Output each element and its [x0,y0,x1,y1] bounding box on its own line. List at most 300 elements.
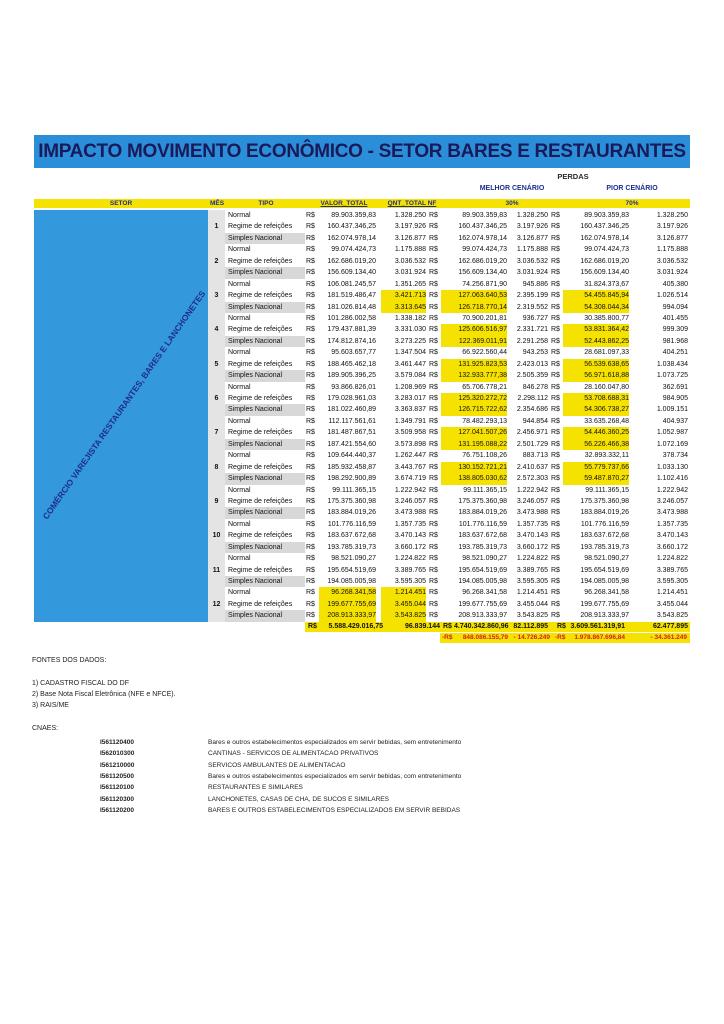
row-currency: R$ [429,246,438,254]
row-currency: R$ [551,555,560,563]
table-row [225,290,690,301]
table-row [225,324,690,335]
row-qnt: 3.579.084 [394,372,426,380]
row-tipo: Simples Nacional [228,440,283,448]
row-tipo: Normal [228,383,251,391]
row-valor: 175.375.360,98 [327,497,376,505]
row-tipo: Regime de refeições [228,223,293,231]
row-currency: R$ [306,475,315,483]
row-valor: 181.022.460,89 [327,406,376,414]
table-row [225,610,690,621]
month-number: 2 [214,257,219,265]
row-currency: R$ [306,372,315,380]
row-currency: R$ [551,234,560,242]
cnae-description: BARES E OUTROS ESTABELECIMENTOS ESPECIALIZADOS EM SERVIR BEBIDAS [208,806,461,814]
row-currency: R$ [429,349,438,357]
setor-name: COMÉRCIO VAREJISTA RESTAURANTES, BARES E LANCHONETES [40,288,208,522]
row-currency: R$ [306,566,315,574]
row-pior-qnt: 1.328.250 [656,212,688,219]
row-pior-qnt: 1.009.151 [656,406,688,414]
row-currency: R$ [551,372,560,380]
row-currency: R$ [306,269,315,277]
row-qnt: 3.455.044 [381,599,426,610]
row-tipo: Normal [228,246,251,254]
row-pior-valor: 194.085.005,98 [580,578,629,585]
melhor-pct: 30% [505,200,519,207]
row-pior-valor: 59.487.870,27 [563,473,629,484]
row-pior-valor: 55.779.737,66 [563,462,629,473]
row-currency: R$ [551,497,560,505]
row-tipo: Regime de refeições [228,360,293,368]
row-melhor-valor: 130.152.721,21 [441,462,507,473]
row-qnt: 3.031.924 [394,269,426,277]
table-row [225,279,690,290]
row-valor: 93.866.826,01 [331,383,376,391]
row-melhor-qnt: 3.473.988 [516,509,548,517]
row-qnt: 3.421.713 [381,290,426,301]
row-currency: R$ [306,520,315,528]
table-row [225,439,690,450]
cnae-description: Bares e outros estabelecimentos especializados em servir bebidas, sem entretenimento [208,739,462,746]
row-currency: R$ [551,406,560,414]
row-currency: R$ [551,326,560,334]
title-banner [34,135,690,168]
row-tipo: Regime de refeições [228,395,293,402]
cnae-code: I561210000 [100,761,135,769]
table-row [225,507,690,518]
row-currency: R$ [551,475,560,483]
row-pior-qnt: 3.246.057 [656,497,688,505]
row-currency: R$ [551,486,560,494]
row-pior-qnt: 1.026.514 [656,292,688,300]
row-valor: 109.644.440,37 [327,452,376,460]
row-currency: R$ [429,372,438,380]
row-melhor-qnt: 1.222.942 [516,486,548,494]
row-currency: R$ [551,303,560,311]
row-currency: R$ [429,440,438,448]
row-valor: 95.603.657,77 [331,349,376,357]
row-pior-valor: 54.455.845,94 [563,290,629,301]
row-tipo: Regime de refeições [228,257,293,265]
row-tipo: Regime de refeições [228,463,293,471]
row-melhor-valor: 193.785.319,73 [458,543,507,551]
row-qnt: 1.262.447 [394,452,426,460]
row-melhor-qnt: 1.214.451 [516,589,548,597]
row-currency: R$ [306,463,315,471]
row-pior-valor: 54.306.738,27 [563,404,629,415]
fonte-item: 1) CADASTRO FISCAL DO DF [32,680,129,687]
row-valor: 193.785.319,73 [327,543,376,551]
month-number: 4 [214,326,219,334]
row-melhor-valor: 199.677.755,69 [458,600,507,608]
month-number: 11 [212,566,221,574]
row-pior-qnt: 3.473.988 [656,509,688,517]
row-valor: 188.465.462,18 [327,360,376,368]
row-currency: R$ [551,360,560,368]
row-pior-qnt: 378.734 [662,452,688,460]
row-pior-qnt: 984.905 [662,395,688,402]
row-qnt: 3.543.825 [381,610,426,621]
row-qnt: 3.036.532 [394,257,426,265]
row-qnt: 1.208.969 [394,383,426,391]
row-currency: R$ [306,417,315,425]
row-currency: R$ [306,486,315,494]
row-currency: R$ [306,543,315,551]
row-melhor-valor: 76.751.108,26 [462,452,507,460]
row-melhor-valor: 183.884.019,26 [458,509,507,517]
row-tipo: Simples Nacional [228,406,283,414]
row-currency: R$ [551,463,560,471]
row-qnt: 3.363.837 [394,406,426,414]
row-valor: 185.932.458,87 [327,463,376,471]
row-currency: R$ [306,303,315,311]
row-tipo: Regime de refeições [228,532,293,540]
cnaes-title: CNAES: [32,725,59,732]
row-valor: 199.677.755,69 [319,599,376,610]
totals-currency-melhor: R$ [443,623,452,630]
row-pior-valor: 53.708.688,31 [563,393,629,404]
row-currency: R$ [551,395,560,402]
row-pior-valor: 101.776.116,59 [580,520,629,528]
row-tipo: Simples Nacional [228,372,283,380]
row-pior-qnt: 1.224.822 [656,555,688,563]
row-currency: R$ [551,532,560,540]
row-pior-qnt: 3.543.825 [656,612,688,620]
row-qnt: 3.246.057 [394,497,426,505]
row-currency: R$ [429,532,438,540]
row-melhor-qnt: 2.291.258 [516,337,548,345]
row-tipo: Normal [228,280,251,288]
cnae-code: I561120500 [100,772,134,780]
row-currency: R$ [429,406,438,414]
row-melhor-valor: 195.654.519,69 [458,566,507,574]
row-valor: 96.268.341,58 [319,587,376,598]
table-row [225,233,690,244]
cnae-code: I561120200 [100,806,134,814]
row-melhor-valor: 122.369.011,91 [441,336,507,347]
cnae-description: SERVICOS AMBULANTES DE ALIMENTACAO [208,761,346,769]
perdas-label: PERDAS [557,172,589,181]
row-currency: R$ [551,417,560,425]
row-pior-qnt: 999.309 [662,326,688,334]
row-currency: R$ [306,292,315,300]
diff-melhor-valor: 848.086.155,79 [462,634,508,641]
row-currency: R$ [429,257,438,265]
table-row [225,370,690,381]
row-tipo: Normal [228,589,251,597]
row-pior-qnt: 3.197.926 [656,223,688,231]
row-melhor-valor: 125.606.516,97 [441,324,507,335]
row-currency: R$ [306,395,315,402]
row-melhor-valor: 183.637.672,68 [458,532,507,540]
row-currency: R$ [306,234,315,242]
row-valor: 162.686.019,20 [327,257,376,265]
row-currency: R$ [551,440,560,448]
row-valor: 194.085.005,98 [327,578,376,585]
row-melhor-valor: 99.111.365,15 [463,486,507,494]
row-tipo: Normal [228,314,251,322]
row-melhor-qnt: 2.319.552 [516,303,548,311]
row-valor: 99.111.365,15 [332,486,376,494]
table-row [225,336,690,347]
row-pior-valor: 160.437.346,25 [580,223,629,231]
row-melhor-valor: 127.063.640,53 [441,290,507,301]
row-currency: R$ [306,349,315,357]
row-currency: R$ [551,543,560,551]
row-tipo: Regime de refeições [228,429,293,437]
row-pior-valor: 56.226.466,38 [563,439,629,450]
row-pior-valor: 162.074.978,14 [580,234,629,242]
row-valor: 189.905.396,25 [327,372,376,380]
row-currency: R$ [429,543,438,551]
row-valor: 179.028.961,03 [327,395,376,402]
row-pior-qnt: 405.380 [662,280,688,288]
row-melhor-qnt: 1.224.822 [516,555,548,563]
row-pior-valor: 183.637.672,68 [580,532,629,540]
row-currency: R$ [429,383,438,391]
row-currency: R$ [429,463,438,471]
row-pior-qnt: 1.072.169 [656,440,688,448]
row-qnt: 3.470.143 [394,532,426,540]
row-currency: R$ [306,497,315,505]
row-currency: R$ [429,578,438,585]
row-melhor-valor: 160.437.346,25 [458,223,507,231]
row-valor: 183.637.672,68 [327,532,376,540]
row-currency: R$ [306,280,315,288]
row-currency: R$ [306,383,315,391]
row-melhor-qnt: 943.253 [522,349,548,357]
row-qnt: 1.338.182 [394,314,426,322]
row-melhor-qnt: 3.246.057 [516,497,548,505]
cnae-description: CANTINAS - SERVICOS DE ALIMENTACAO PRIVATIVOS [208,750,379,758]
totals-currency-pior: R$ [557,623,566,630]
melhor-cenario-label: MELHOR CENÁRIO [479,185,545,192]
row-pior-qnt: 3.595.305 [656,578,688,585]
totals-pior-qnt: 62.477.895 [652,623,688,630]
row-pior-valor: 54.308.044,34 [563,302,629,313]
row-pior-valor: 31.824.373,67 [584,280,629,288]
row-currency: R$ [551,429,560,437]
row-tipo: Normal [228,417,251,425]
row-tipo: Regime de refeições [228,326,293,334]
row-currency: R$ [551,566,560,574]
row-currency: R$ [429,269,438,277]
row-currency: R$ [306,440,315,448]
row-melhor-qnt: 945.886 [522,280,548,288]
row-valor: 106.081.245,57 [327,280,376,288]
row-melhor-valor: 65.706.778,21 [462,383,507,391]
totals-melhor-valor: 4.740.342.860,96 [454,623,509,630]
row-pior-qnt: 3.389.765 [656,566,688,574]
row-valor: 198.292.900,89 [327,475,376,483]
row-tipo: Regime de refeições [228,497,293,505]
row-pior-qnt: 1.214.451 [656,589,688,597]
totals-valor: 5.588.429.016,75 [328,623,383,630]
table-row [225,267,690,278]
row-qnt: 3.660.172 [394,543,426,551]
row-currency: R$ [306,532,315,540]
row-pior-qnt: 362.691 [662,383,688,391]
row-pior-valor: 54.446.360,25 [563,427,629,438]
table-row [225,210,690,221]
table-row [225,359,690,370]
row-currency: R$ [551,280,560,288]
row-currency: R$ [306,223,315,231]
pior-cenario-label: PIOR CENÁRIO [606,185,658,192]
cnae-code: I561120400 [100,739,134,746]
row-currency: R$ [429,223,438,231]
row-valor: 98.521.090,27 [331,555,376,563]
row-currency: R$ [551,452,560,460]
row-qnt: 3.283.017 [394,395,426,402]
month-number: 1 [214,223,219,231]
row-melhor-qnt: 2.572.303 [516,475,548,483]
header-tipo: TIPO [258,200,274,207]
row-currency: R$ [429,509,438,517]
row-tipo: Simples Nacional [228,543,283,551]
row-valor: 183.884.019,26 [327,509,376,517]
header-valor: VALOR_TOTAL [320,200,368,207]
totals-row [305,622,690,632]
row-currency: R$ [306,578,315,585]
cnae-code: I562010300 [100,750,135,758]
row-valor: 179.437.881,39 [327,326,376,334]
row-qnt: 1.175.888 [394,246,426,254]
row-currency: R$ [429,337,438,345]
row-melhor-valor: 162.074.978,14 [458,234,507,242]
row-melhor-qnt: 2.501.729 [516,440,548,448]
row-currency: R$ [306,337,315,345]
row-pior-qnt: 3.031.924 [656,269,688,277]
row-pior-valor: 96.268.341,58 [584,589,629,597]
table-row [225,565,690,576]
totals-melhor-qnt: 82.112.895 [513,623,548,630]
row-qnt: 3.595.305 [394,578,426,585]
table-row [225,496,690,507]
row-melhor-valor: 126.715.722,62 [441,404,507,415]
row-tipo: Simples Nacional [228,578,283,585]
row-tipo: Normal [228,486,251,494]
row-pior-valor: 33.635.268,48 [584,417,629,425]
row-pior-qnt: 401.455 [662,314,688,322]
month-number: 12 [212,600,221,608]
table-row [225,519,690,530]
row-tipo: Simples Nacional [228,269,283,277]
row-currency: R$ [306,589,315,597]
row-melhor-valor: 74.256.871,90 [462,280,507,288]
row-pior-valor: 162.686.019,20 [580,257,629,265]
row-melhor-valor: 208.913.333,97 [458,612,507,620]
row-currency: R$ [429,486,438,494]
row-pior-valor: 28.681.097,33 [584,349,629,357]
row-qnt: 3.389.765 [394,566,426,574]
table-row [225,347,690,358]
row-valor: 162.074.978,14 [327,234,376,242]
row-pior-valor: 52.443.862,25 [563,336,629,347]
row-pior-valor: 30.385.800,77 [584,314,629,322]
row-valor: 174.812.874,16 [327,337,376,345]
row-currency: R$ [429,555,438,563]
row-pior-qnt: 994.094 [662,303,688,311]
table-row [225,485,690,496]
row-melhor-valor: 127.041.507,26 [441,427,507,438]
diff-pior-qnt: - 34.361.249 [650,634,687,641]
table-row [225,587,690,598]
table-row [225,530,690,541]
row-melhor-qnt: 3.660.172 [516,543,548,551]
row-currency: R$ [306,257,315,265]
diff-melhor-qnt: - 14.726.249 [513,634,550,641]
row-melhor-qnt: 2.354.686 [516,406,548,414]
row-currency: R$ [551,520,560,528]
row-tipo: Regime de refeições [228,292,293,300]
row-tipo: Normal [228,212,251,219]
row-qnt: 3.331.030 [394,326,426,334]
row-currency: R$ [429,314,438,322]
fonte-item: 2) Base Nota Fiscal Eletrônica (NFE e NFCE). [32,691,176,698]
row-qnt: 1.328.250 [394,212,426,219]
row-currency: R$ [551,212,560,219]
row-melhor-qnt: 846.278 [522,383,548,391]
row-qnt: 3.443.767 [394,463,426,471]
row-melhor-qnt: 3.389.765 [516,566,548,574]
row-pior-valor: 89.903.359,83 [584,212,629,219]
row-pior-valor: 98.521.090,27 [584,555,629,563]
row-qnt: 1.347.504 [394,349,426,357]
row-currency: R$ [306,555,315,563]
row-tipo: Normal [228,555,251,563]
row-melhor-qnt: 3.455.044 [516,600,548,608]
row-pior-valor: 32.893.332,11 [584,452,629,460]
row-pior-valor: 195.654.519,69 [580,566,629,574]
row-currency: R$ [429,589,438,597]
row-pior-valor: 99.074.424,73 [584,246,629,254]
row-valor: 181.026.814,48 [327,303,376,311]
row-qnt: 3.126.877 [394,234,426,242]
row-melhor-qnt: 1.357.735 [516,520,548,528]
row-qnt: 3.473.988 [394,509,426,517]
row-qnt: 3.461.447 [394,360,426,368]
fontes-title: FONTES DOS DADOS: [32,657,107,664]
row-melhor-qnt: 883.713 [522,452,548,460]
table-row [225,473,690,484]
row-tipo: Normal [228,349,251,357]
row-melhor-valor: 70.900.201,81 [462,314,507,322]
row-melhor-qnt: 1.175.888 [516,246,548,254]
row-currency: R$ [429,280,438,288]
row-melhor-valor: 138.805.030,62 [441,473,507,484]
row-pior-qnt: 404.251 [662,349,688,357]
row-valor: 89.903.359,83 [331,212,376,219]
row-currency: R$ [551,509,560,517]
cnae-description: LANCHONETES, CASAS DE CHA, DE SUCOS E SIMILARES [208,795,389,803]
row-melhor-valor: 132.933.777,38 [441,370,507,381]
row-valor: 208.913.333,97 [319,610,376,621]
row-currency: R$ [551,589,560,597]
row-pior-qnt: 404.937 [662,417,688,425]
diff-currency-pior: -R$ [555,634,566,641]
month-number: 7 [214,429,219,437]
month-number: 5 [214,360,219,368]
row-currency: R$ [429,417,438,425]
row-melhor-qnt: 2.410.637 [516,463,548,471]
row-tipo: Regime de refeições [228,566,293,574]
row-pior-valor: 175.375.360,98 [580,497,629,505]
row-pior-valor: 193.785.319,73 [580,543,629,551]
row-currency: R$ [429,395,438,402]
row-pior-qnt: 3.126.877 [656,234,688,242]
row-melhor-valor: 66.922.560,44 [462,349,507,357]
